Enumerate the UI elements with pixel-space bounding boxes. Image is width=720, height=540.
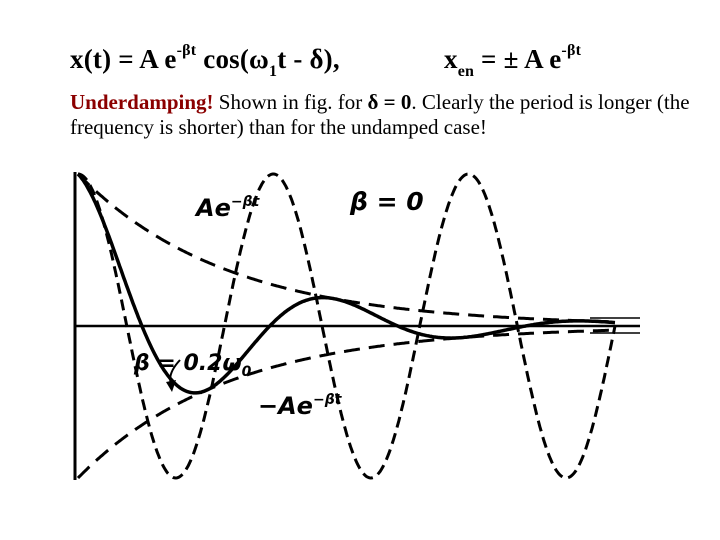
eq-left-exponent: -βt [176, 42, 197, 59]
eq-right-lhs: x [444, 44, 458, 74]
eq-right-exponent: -βt [561, 42, 582, 59]
equation-envelope [444, 42, 582, 81]
upper-envelope-curve [78, 174, 615, 322]
label-beta-zero: β = 0 [350, 187, 424, 216]
caption-delta: δ = 0 [367, 90, 412, 114]
eq-right-mid: = ± A e [474, 44, 562, 74]
caption-text-1: Shown in fig. for [213, 90, 368, 114]
caption-text-2: . Clearly the period is longer (the frequency is shorter) than for the undamped case! [70, 90, 690, 139]
eq-right-subscript: en [457, 63, 475, 81]
equation-damped-solution [70, 42, 340, 81]
eq-left-rest: t - δ), [277, 44, 340, 74]
caption-paragraph [70, 90, 710, 140]
label-lower-envelope: $-Ae^{-\beta t}$ [258, 392, 342, 420]
oscillation-figure [0, 160, 720, 490]
label-damping-parameter: $\beta = 0.2\omega_0$ [134, 351, 252, 380]
damping-pointer-arrowhead [166, 380, 176, 392]
eq-left-lhs: x(t) = A e [70, 44, 177, 74]
label-upper-envelope: $Ae^{-\beta t}$ [196, 194, 260, 222]
eq-left-func: cos(ω [196, 44, 269, 74]
eq-left-subscript: 1 [268, 63, 278, 81]
caption-highlight: Underdamping! [70, 90, 214, 114]
